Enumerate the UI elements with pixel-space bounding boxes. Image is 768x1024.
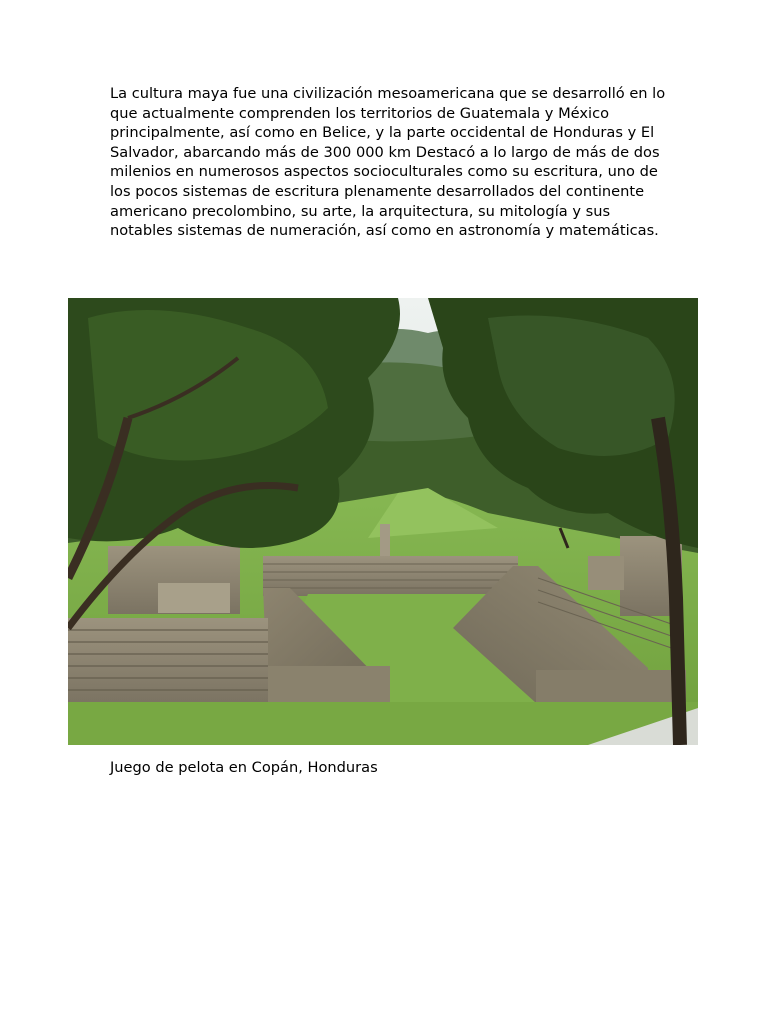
ballcourt-photo bbox=[68, 298, 698, 745]
stela bbox=[380, 524, 390, 556]
right-court-base bbox=[536, 670, 686, 703]
body-paragraph: La cultura maya fue una civilización mesoamericana que se desarrolló en lo que actualmente comprenden los territorios de Guatemala y México principalmente, así como en Belice, y la parte occidental de Honduras y El Salvador, abarcando más de 300 000 km Destacó a lo largo de más de dos milenios en numerosos aspectos socioculturales como su escritura, uno de los pocos sistemas de escritura plenamente desarrollados del continente americano precolombino, su arte, la arquitectura, su mitología y sus notables sistemas de numeración, así como en astronomía y matemáticas. bbox=[110, 85, 666, 240]
foreground-grass bbox=[68, 702, 698, 745]
left-court-base bbox=[268, 666, 390, 706]
left-stepped-platform bbox=[68, 618, 268, 704]
back-stairs bbox=[263, 556, 518, 596]
image-caption: Juego de pelota en Copán, Honduras bbox=[110, 759, 378, 776]
right-ruin-annex bbox=[588, 556, 624, 590]
left-upper-wall bbox=[158, 583, 230, 613]
